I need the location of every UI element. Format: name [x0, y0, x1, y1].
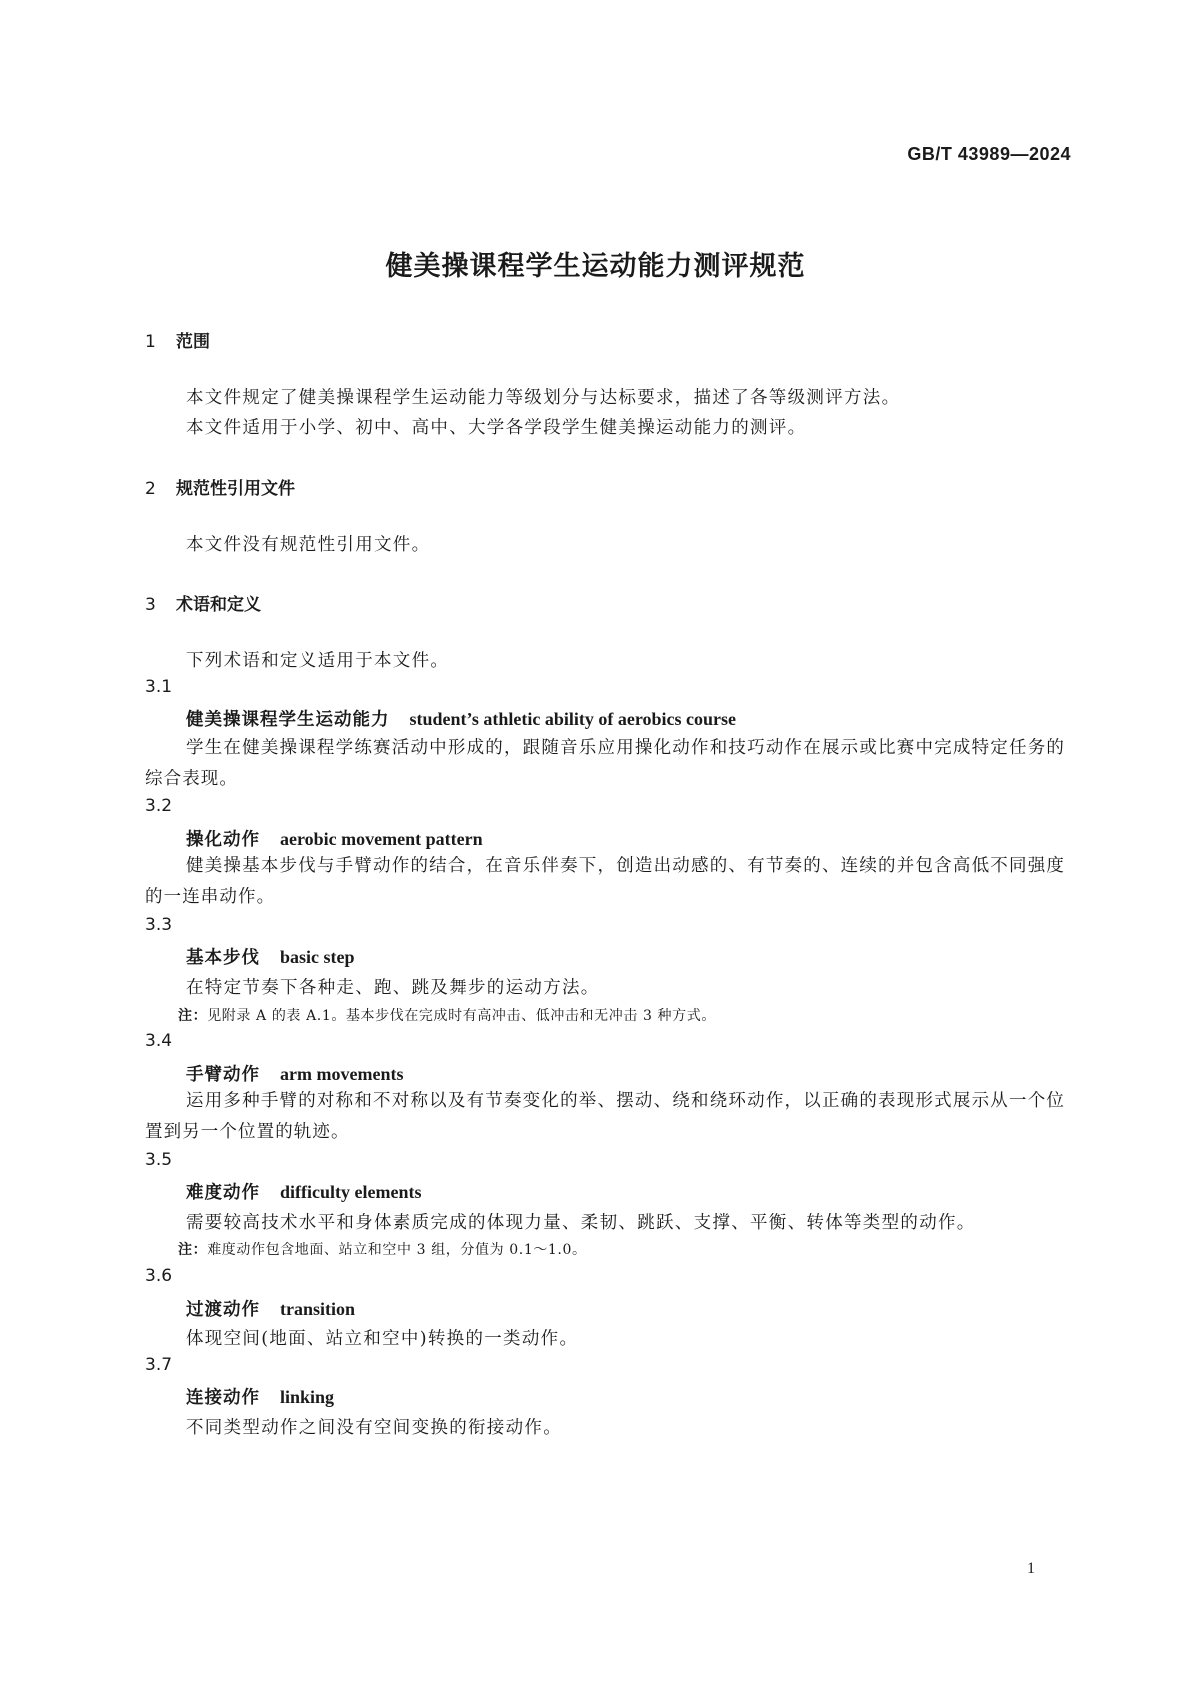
term-chinese: 过渡动作: [186, 1300, 260, 1320]
section-number: 1: [145, 332, 156, 352]
term-english: transition: [280, 1299, 356, 1319]
term-entry: [186, 1179, 421, 1204]
note-text: 难度动作包含地面、站立和空中 3 组，分值为 0.1～1.0。: [207, 1242, 587, 1258]
term-chinese: 连接动作: [186, 1388, 260, 1408]
term-number: 3.2: [145, 796, 173, 816]
term-english: aerobic movement pattern: [280, 829, 483, 849]
term-chinese: 难度动作: [186, 1183, 260, 1203]
term-entry: [186, 944, 355, 969]
section-title: 范围: [176, 332, 210, 352]
term-chinese: 操化动作: [186, 830, 260, 850]
section-heading-terms: [145, 590, 261, 615]
paragraph: 本文件没有规范性引用文件。: [186, 535, 431, 555]
section-title: 术语和定义: [176, 595, 261, 615]
term-chinese: 手臂动作: [186, 1065, 260, 1085]
paragraph: 本文件适用于小学、初中、高中、大学各学段学生健美操运动能力的测评。: [186, 418, 807, 438]
term-english: basic step: [280, 947, 355, 967]
note: [178, 1239, 587, 1259]
document-title: 健美操课程学生运动能力测评规范: [385, 251, 806, 282]
term-definition: 不同类型动作之间没有空间变换的衔接动作。: [186, 1418, 562, 1438]
note-label: 注：: [178, 1242, 208, 1258]
term-number: 3.3: [145, 915, 173, 935]
term-number: 3.6: [145, 1266, 173, 1286]
term-definition: 学生在健美操课程学练赛活动中形成的，跟随音乐应用操化动作和技巧动作在展示或比赛中完成特定任务的综合表现。: [145, 738, 1065, 789]
term-entry: [186, 1061, 403, 1086]
term-entry: [186, 1296, 355, 1321]
term-english: student’s athletic ability of aerobics course: [409, 709, 736, 729]
term-chinese: 健美操课程学生运动能力: [186, 710, 390, 730]
term-definition: 体现空间(地面、站立和空中)转换的一类动作。: [186, 1329, 579, 1349]
standard-code: GB/T 43989—2024: [907, 144, 1071, 164]
term-number: 3.1: [145, 677, 173, 697]
section-title: 规范性引用文件: [176, 479, 295, 499]
term-entry: [186, 706, 736, 731]
term-number: 3.5: [145, 1150, 173, 1170]
term-definition: 在特定节奏下各种走、跑、跳及舞步的运动方法。: [186, 978, 600, 998]
page-number: 1: [1027, 1560, 1035, 1577]
paragraph: 下列术语和定义适用于本文件。: [186, 651, 450, 671]
term-number: 3.7: [145, 1355, 173, 1375]
term-english: difficulty elements: [280, 1182, 422, 1202]
section-number: 2: [145, 479, 156, 499]
term-number: 3.4: [145, 1031, 173, 1051]
term-english: linking: [280, 1387, 335, 1407]
term-definition: 需要较高技术水平和身体素质完成的体现力量、柔韧、跳跃、支撑、平衡、转体等类型的动作。: [186, 1213, 976, 1233]
term-entry: [186, 826, 483, 851]
term-definition: 运用多种手臂的对称和不对称以及有节奏变化的举、摆动、绕和绕环动作，以正确的表现形式展示从一个位置到另一个位置的轨迹。: [145, 1091, 1065, 1142]
section-number: 3: [145, 595, 156, 615]
term-entry: [186, 1384, 334, 1409]
note-text: 见附录 A 的表 A.1。基本步伐在完成时有高冲击、低冲击和无冲击 3 种方式。: [207, 1008, 716, 1024]
paragraph: 本文件规定了健美操课程学生运动能力等级划分与达标要求，描述了各等级测评方法。: [186, 388, 901, 408]
term-english: arm movements: [280, 1064, 404, 1084]
section-heading-normative-references: [145, 474, 295, 499]
note: [178, 1005, 716, 1025]
term-chinese: 基本步伐: [186, 948, 260, 968]
section-heading-scope: [145, 327, 210, 352]
term-definition: 健美操基本步伐与手臂动作的结合，在音乐伴奏下，创造出动感的、有节奏的、连续的并包含高低不同强度的一连串动作。: [145, 856, 1065, 907]
note-label: 注：: [178, 1008, 208, 1024]
